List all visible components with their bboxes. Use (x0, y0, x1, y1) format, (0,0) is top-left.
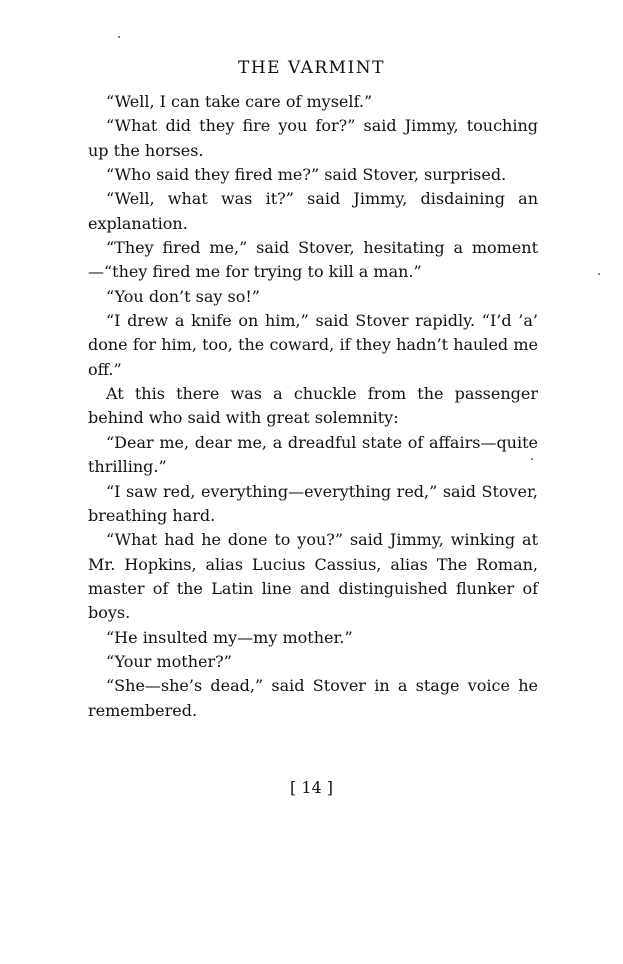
running-head: THE VARMINT (237, 58, 385, 78)
paragraph: At this there was a chuckle from the passenger behind who said with great solemnity: (88, 384, 538, 428)
print-speck (598, 273, 600, 275)
paragraph: “He insulted my—my mother.” (106, 627, 353, 647)
paragraph: “Who said they fired me?” said Stover, surprised. (106, 165, 507, 185)
paragraph: “You don’t say so!” (106, 286, 260, 306)
paragraph: “What had he done to you?” said Jimmy, winking at Mr. Hopkins, alias Lucius Cassius, alias The Roman, master of the Latin line and distinguished flunker of boys. (88, 530, 538, 623)
page-number: [ 14 ] (289, 778, 333, 797)
paragraph: “Your mother?” (106, 651, 232, 671)
paragraph: “She—she’s dead,” said Stover in a stage voice he remembered. (88, 676, 538, 720)
paragraph: “What did they fire you for?” said Jimmy, touching up the horses. (88, 116, 538, 160)
paragraph: “Well, what was it?” said Jimmy, disdaining an explanation. (88, 189, 538, 233)
paragraph: “They fired me,” said Stover, hesitating a moment—“they fired me for trying to kill a man.” (88, 238, 538, 282)
paragraph: “Dear me, dear me, a dreadful state of affairs—quite thrilling.” (88, 432, 538, 477)
paragraph: “I drew a knife on him,” said Stover rapidly. “I’d ’a’ done for him, too, the coward, if they hadn’t hauled me off.” (88, 311, 538, 379)
print-speck (118, 36, 120, 38)
body-text (88, 90, 538, 723)
paragraph: “I saw red, everything—everything red,” said Stover, breathing hard. (88, 481, 538, 525)
paragraph: “Well, I can take care of myself.” (106, 92, 373, 111)
